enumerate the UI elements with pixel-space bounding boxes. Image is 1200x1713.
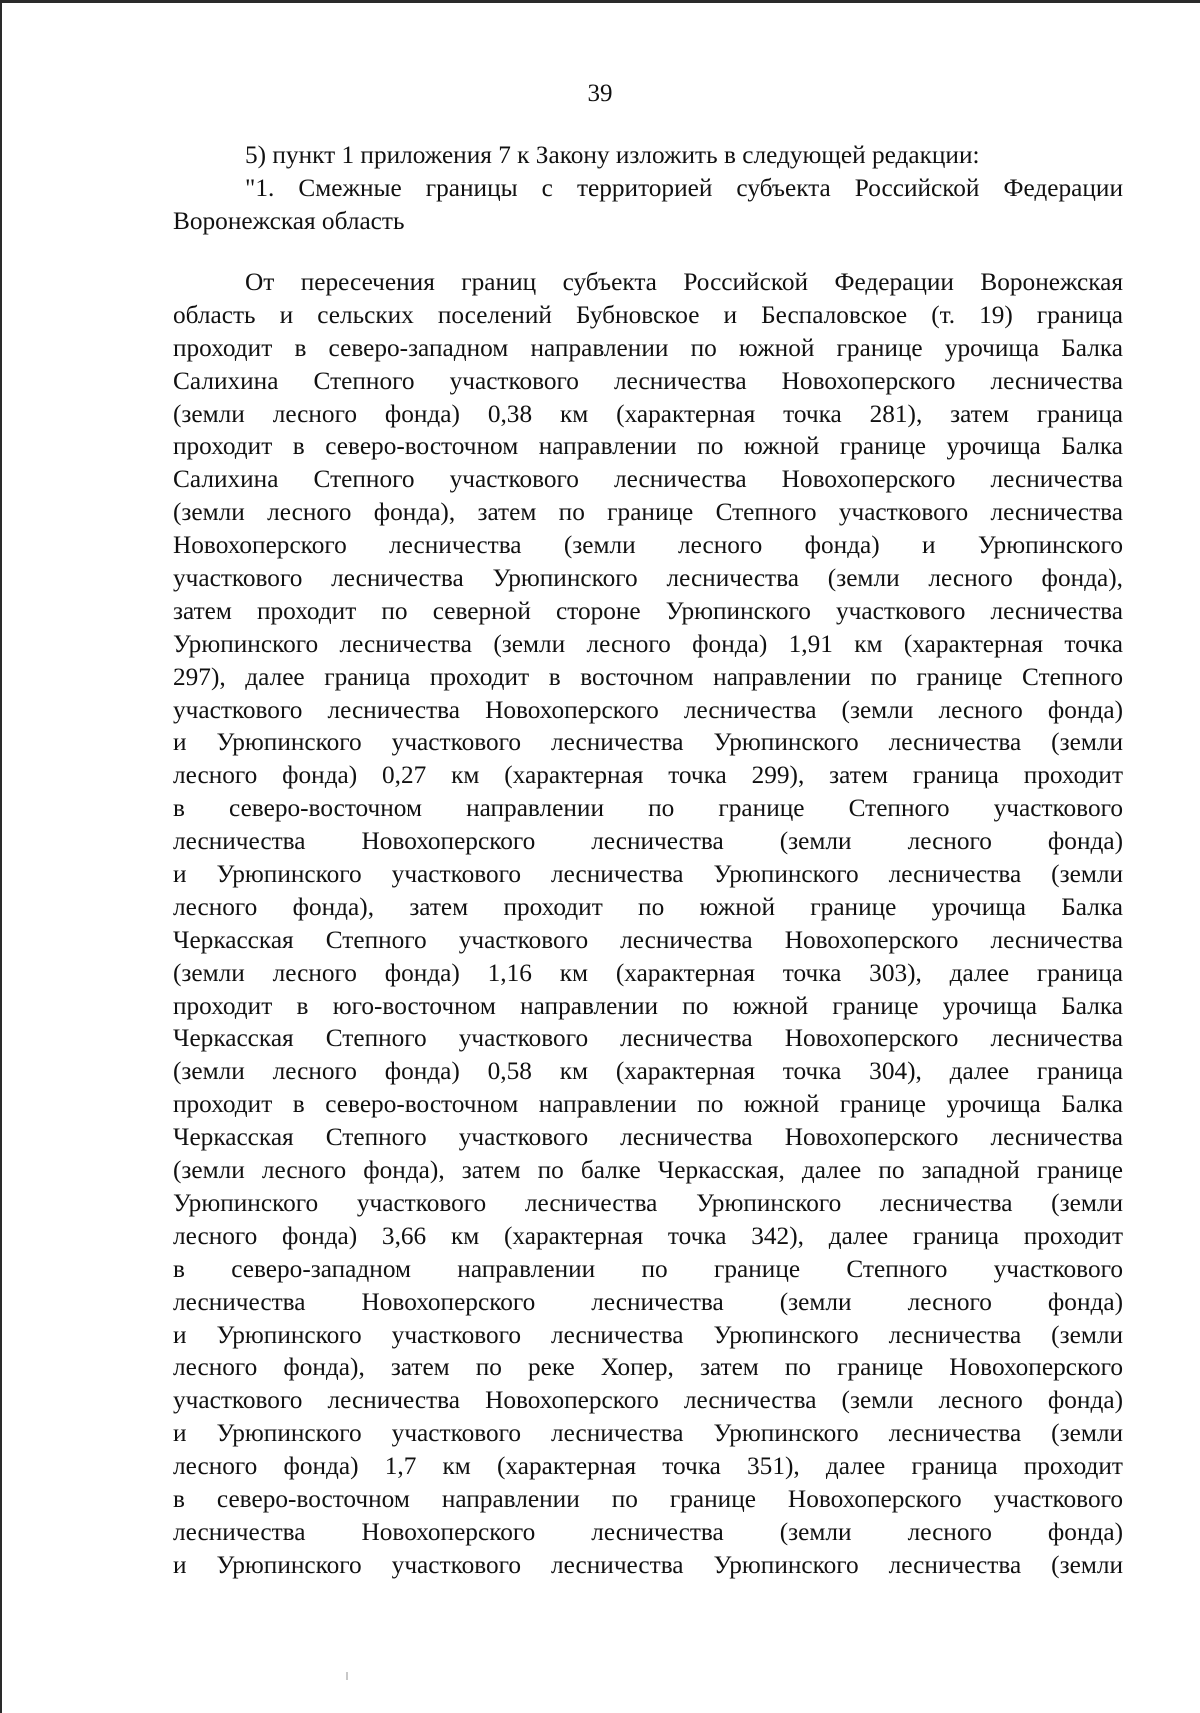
body-line: участкового лесничества Новохоперского лесничества (земли лесного фонда) [173, 695, 1123, 724]
body-line: (земли лесного фонда), затем по балке Черкасская, далее по западной границе [173, 1156, 1123, 1185]
scan-edge-top [0, 0, 1200, 3]
heading-line: 5) пункт 1 приложения 7 к Закону изложить в следующей редакции: [245, 141, 980, 169]
body-line: лесничества Новохоперского лесничества (земли лесного фонда) [173, 1287, 1123, 1316]
body-line: (земли лесного фонда), затем по границе Степного участкового лесничества [173, 498, 1123, 527]
body-line: и Урюпинского участкового лесничества Урюпинского лесничества (земли [173, 860, 1123, 889]
body-line: и Урюпинского участкового лесничества Урюпинского лесничества (земли [173, 1320, 1123, 1349]
body-line: Черкасская Степного участкового лесничества Новохоперского лесничества [173, 1123, 1123, 1152]
scan-edge-left [0, 0, 2, 1713]
body-line: проходит в северо-восточном направлении по южной границе урочища Балка [173, 432, 1123, 461]
body-line: проходит в северо-западном направлении по южной границе урочища Балка [173, 333, 1123, 362]
body-line: Новохоперского лесничества (земли лесного фонда) и Урюпинского [173, 531, 1123, 560]
body-line: область и сельских поселений Бубновское и Беспаловское (т. 19) граница [173, 300, 1123, 329]
body-line: От пересечения границ субъекта Российской Федерации Воронежская [245, 268, 1123, 296]
body-line: в северо-восточном направлении по границе Степного участкового [173, 794, 1123, 823]
body-line: 297), далее граница проходит в восточном направлении по границе Степного [173, 662, 1123, 691]
body-line: затем проходит по северной стороне Урюпинского участкового лесничества [173, 596, 1123, 625]
body-line: (земли лесного фонда) 0,38 км (характерная точка 281), затем граница [173, 399, 1123, 428]
body-line: и Урюпинского участкового лесничества Урюпинского лесничества (земли [173, 728, 1123, 757]
body-line: Урюпинского лесничества (земли лесного фонда) 1,91 км (характерная точка [173, 629, 1123, 658]
body-line: и Урюпинского участкового лесничества Урюпинского лесничества (земли [173, 1550, 1123, 1579]
body-line: участкового лесничества Новохоперского лесничества (земли лесного фонда) [173, 1386, 1123, 1415]
body-line: проходит в северо-восточном направлении по южной границе урочища Балка [173, 1090, 1123, 1119]
body-line: Черкасская Степного участкового лесничества Новохоперского лесничества [173, 1024, 1123, 1053]
body-line: лесного фонда) 0,27 км (характерная точка 299), затем граница проходит [173, 761, 1123, 790]
body-line: Салихина Степного участкового лесничества Новохоперского лесничества [173, 366, 1123, 395]
body-line: (земли лесного фонда) 1,16 км (характерная точка 303), далее граница [173, 958, 1123, 987]
body-line: лесного фонда), затем проходит по южной границе урочища Балка [173, 892, 1123, 921]
heading-line: Воронежская область [173, 206, 405, 235]
body-line: лесного фонда) 3,66 км (характерная точка 342), далее граница проходит [173, 1221, 1123, 1250]
page-number: 39 [587, 80, 613, 107]
body-line: Урюпинского участкового лесничества Урюпинского лесничества (земли [173, 1188, 1123, 1217]
body-line: в северо-восточном направлении по границе Новохоперского участкового [173, 1484, 1123, 1513]
body-line: и Урюпинского участкового лесничества Урюпинского лесничества (земли [173, 1419, 1123, 1448]
body-line: лесничества Новохоперского лесничества (земли лесного фонда) [173, 1517, 1123, 1546]
amendment-heading [173, 139, 1123, 238]
boundary-description [173, 266, 1123, 1582]
body-line: Салихина Степного участкового лесничества Новохоперского лесничества [173, 465, 1123, 494]
scan-artifact [346, 1672, 348, 1680]
body-line: лесного фонда) 1,7 км (характерная точка 351), далее граница проходит [173, 1452, 1123, 1481]
body-line: участкового лесничества Урюпинского лесничества (земли лесного фонда), [173, 564, 1123, 593]
body-line: Черкасская Степного участкового лесничества Новохоперского лесничества [173, 925, 1123, 954]
body-line: проходит в юго-восточном направлении по южной границе урочища Балка [173, 991, 1123, 1020]
body-line: (земли лесного фонда) 0,58 км (характерная точка 304), далее граница [173, 1057, 1123, 1086]
body-line: в северо-западном направлении по границе Степного участкового [173, 1254, 1123, 1283]
heading-line: "1. Смежные границы с территорией субъекта Российской Федерации [245, 173, 1123, 202]
body-line: лесничества Новохоперского лесничества (земли лесного фонда) [173, 827, 1123, 856]
body-line: лесного фонда), затем по реке Хопер, затем по границе Новохоперского [173, 1353, 1123, 1382]
